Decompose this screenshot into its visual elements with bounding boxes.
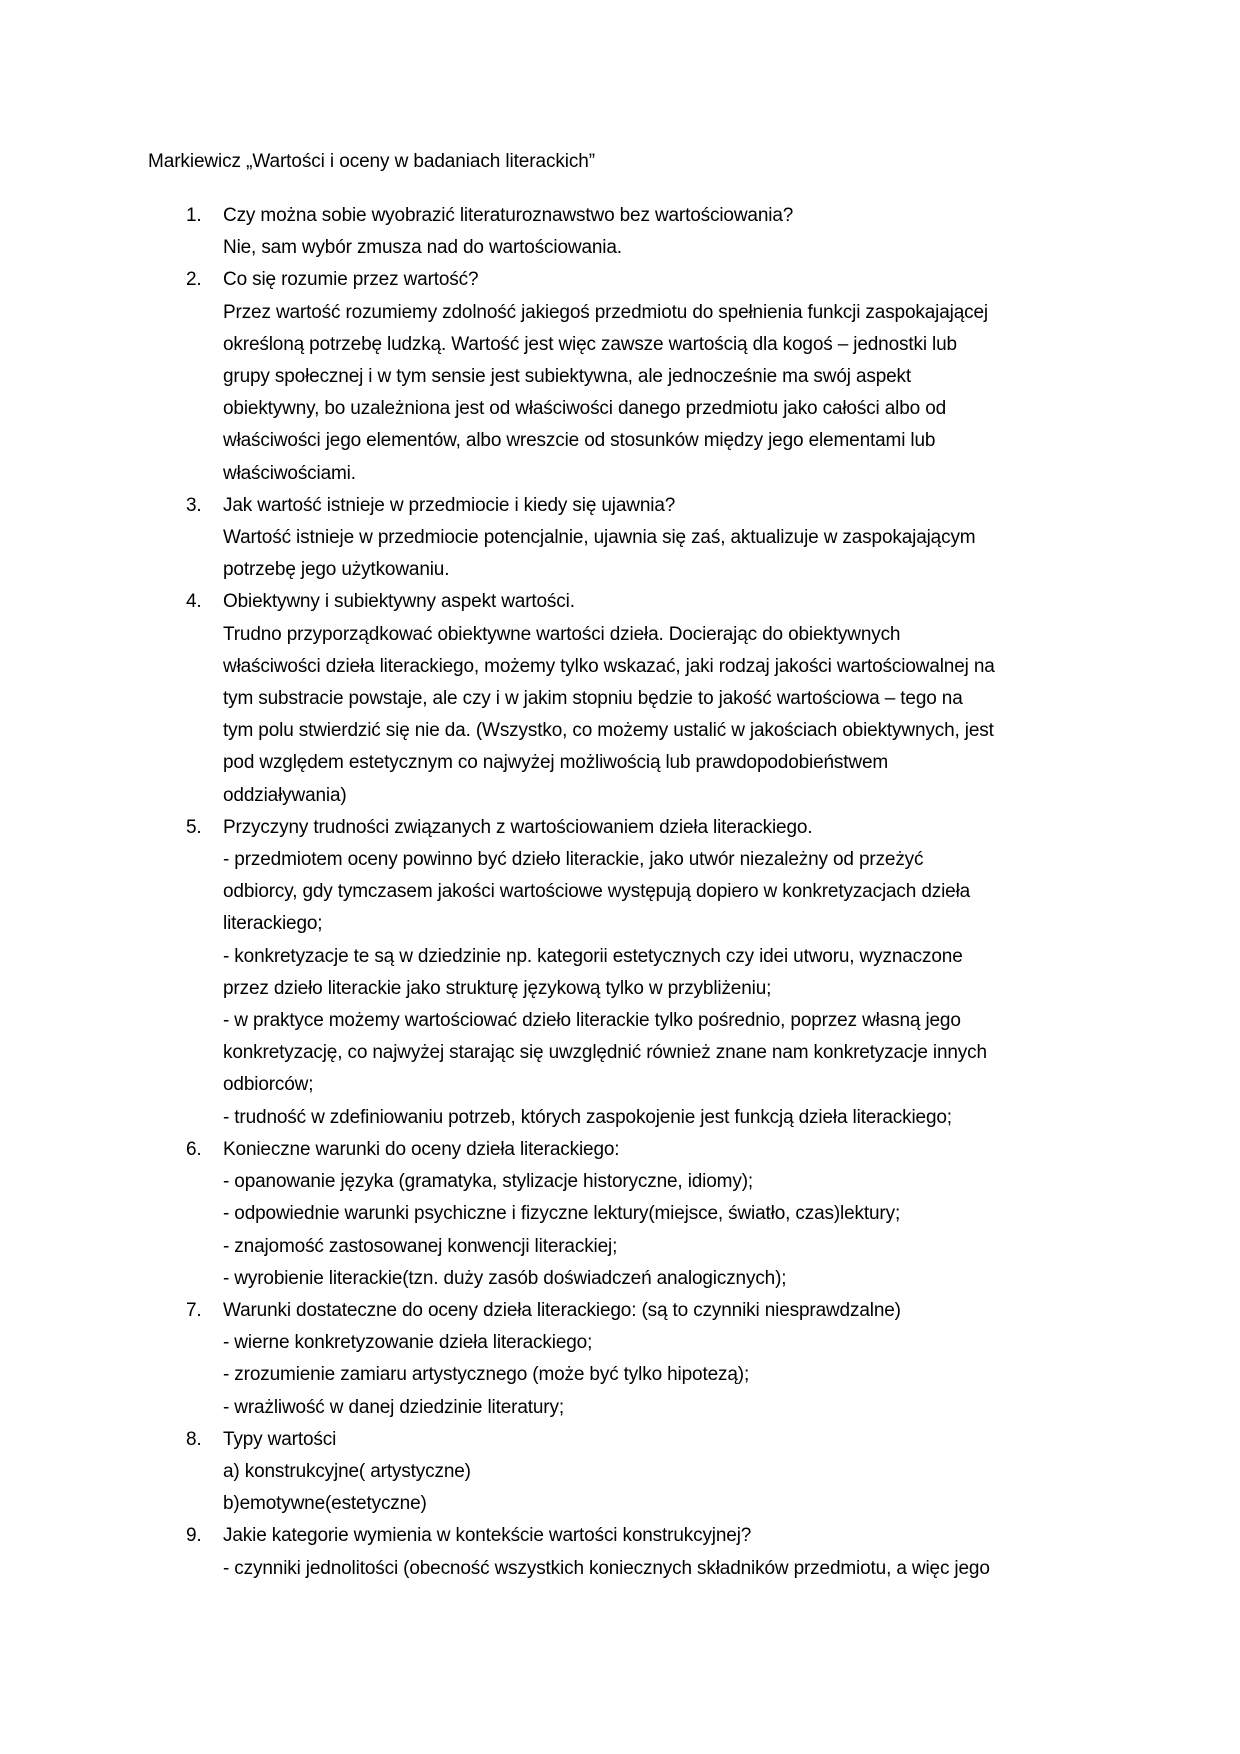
item-line: Typy wartości bbox=[223, 1428, 337, 1450]
item-number: 4. bbox=[186, 591, 202, 613]
item-line: b)emotywne(estetyczne) bbox=[223, 1493, 427, 1515]
item-number: 2. bbox=[186, 269, 202, 291]
item-line: - w praktyce możemy wartościować dzieło literackie tylko pośrednio, poprzez własną jego bbox=[223, 1010, 961, 1032]
item-line: konkretyzację, co najwyżej starając się uwzględnić również znane nam konkretyzacje innych bbox=[223, 1042, 987, 1064]
item-number: 6. bbox=[186, 1138, 202, 1160]
item-line: Obiektywny i subiektywny aspekt wartości. bbox=[223, 591, 575, 613]
document-title: Markiewicz „Wartości i oceny w badaniach literackich” bbox=[148, 151, 595, 172]
item-line: - wrażliwość w danej dziedzinie literatury; bbox=[223, 1396, 564, 1418]
item-line: Jakie kategorie wymienia w kontekście wartości konstrukcyjnej? bbox=[223, 1525, 752, 1547]
item-line: tym substracie powstaje, ale czy i w jakim stopniu będzie to jakość wartościowa – tego na bbox=[223, 688, 963, 710]
item-line: grupy społecznej i w tym sensie jest subiektywna, ale jednocześnie ma swój aspekt bbox=[223, 366, 912, 388]
item-line: określoną potrzebę ludzką. Wartość jest więc zawsze wartością dla kogoś – jednostki lub bbox=[223, 333, 957, 355]
list-item bbox=[186, 1424, 1086, 1521]
item-line: właściwościami. bbox=[223, 462, 356, 484]
list-item bbox=[186, 1520, 1086, 1584]
item-line: - znajomość zastosowanej konwencji literackiej; bbox=[223, 1235, 618, 1257]
item-line: oddziaływania) bbox=[223, 784, 347, 806]
item-line: Jak wartość istnieje w przedmiocie i kiedy się ujawnia? bbox=[223, 494, 676, 516]
item-line: - zrozumienie zamiaru artystycznego (może być tylko hipotezą); bbox=[223, 1364, 750, 1386]
item-line: Wartość istnieje w przedmiocie potencjalnie, ujawnia się zaś, aktualizuje w zaspokajającym bbox=[223, 527, 976, 549]
item-line: - odpowiednie warunki psychiczne i fizyczne lektury(miejsce, światło, czas)lektury; bbox=[223, 1203, 901, 1225]
item-line: - wierne konkretyzowanie dzieła literackiego; bbox=[223, 1332, 593, 1354]
item-line: tym polu stwierdzić się nie da. (Wszystko, co możemy ustalić w jakościach obiektywnych, jest bbox=[223, 720, 994, 742]
item-line: potrzebę jego użytkowaniu. bbox=[223, 559, 450, 581]
item-line: Przez wartość rozumiemy zdolność jakiegoś przedmiotu do spełnienia funkcji zaspokajającej bbox=[223, 301, 988, 323]
item-line: Warunki dostateczne do oceny dzieła literackiego: (są to czynniki niesprawdzalne) bbox=[223, 1299, 901, 1321]
item-line: literackiego; bbox=[223, 913, 323, 935]
list-item bbox=[186, 1134, 1086, 1295]
item-line: pod względem estetycznym co najwyżej możliwością lub prawdopodobieństwem bbox=[223, 752, 889, 774]
item-line: przez dzieło literackie jako strukturę językową tylko w przybliżeniu; bbox=[223, 977, 772, 999]
item-line: - wyrobienie literackie(tzn. duży zasób doświadczeń analogicznych); bbox=[223, 1267, 787, 1289]
list-item bbox=[186, 264, 1086, 489]
item-line: - opanowanie języka (gramatyka, stylizacje historyczne, idiomy); bbox=[223, 1171, 753, 1193]
list-item bbox=[186, 812, 1086, 1134]
item-number: 1. bbox=[186, 205, 202, 226]
list-item bbox=[186, 200, 1086, 264]
item-line: - przedmiotem oceny powinno być dzieło literackie, jako utwór niezależny od przeżyć bbox=[223, 849, 924, 871]
item-number: 8. bbox=[186, 1428, 202, 1450]
item-number: 3. bbox=[186, 494, 202, 516]
item-number: 5. bbox=[186, 816, 202, 838]
item-line: a) konstrukcyjne( artystyczne) bbox=[223, 1460, 471, 1482]
item-number: 9. bbox=[186, 1525, 202, 1547]
list-item bbox=[186, 490, 1086, 587]
question-list bbox=[186, 200, 1086, 1585]
item-line: Nie, sam wybór zmusza nad do wartościowania. bbox=[223, 237, 622, 259]
item-line: odbiorcy, gdy tymczasem jakości wartościowe występują dopiero w konkretyzacjach dzieła bbox=[223, 881, 971, 903]
item-line: właściwości dzieła literackiego, możemy tylko wskazać, jaki rodzaj jakości wartościowalnej na bbox=[223, 655, 995, 677]
list-item bbox=[186, 1295, 1086, 1424]
item-line: właściwości jego elementów, albo wreszcie od stosunków między jego elementami lub bbox=[223, 430, 936, 452]
item-line: - czynniki jednolitości (obecność wszystkich koniecznych składników przedmiotu, a więc jego bbox=[223, 1557, 990, 1579]
item-line: Co się rozumie przez wartość? bbox=[223, 269, 479, 291]
item-line: - konkretyzacje te są w dziedzinie np. kategorii estetycznych czy idei utworu, wyznaczone bbox=[223, 945, 963, 967]
item-line: Przyczyny trudności związanych z wartościowaniem dzieła literackiego. bbox=[223, 816, 813, 838]
item-line: Czy można sobie wyobrazić literaturoznawstwo bez wartościowania? bbox=[223, 205, 794, 226]
item-line: - trudność w zdefiniowaniu potrzeb, których zaspokojenie jest funkcją dzieła literackiego; bbox=[223, 1106, 952, 1128]
list-item bbox=[186, 586, 1086, 811]
item-line: odbiorców; bbox=[223, 1074, 314, 1096]
item-line: Konieczne warunki do oceny dzieła literackiego: bbox=[223, 1138, 620, 1160]
item-number: 7. bbox=[186, 1299, 202, 1321]
item-line: obiektywny, bo uzależniona jest od właściwości danego przedmiotu jako całości albo od bbox=[223, 398, 947, 420]
item-line: Trudno przyporządkować obiektywne wartości dzieła. Docierając do obiektywnych bbox=[223, 623, 901, 645]
